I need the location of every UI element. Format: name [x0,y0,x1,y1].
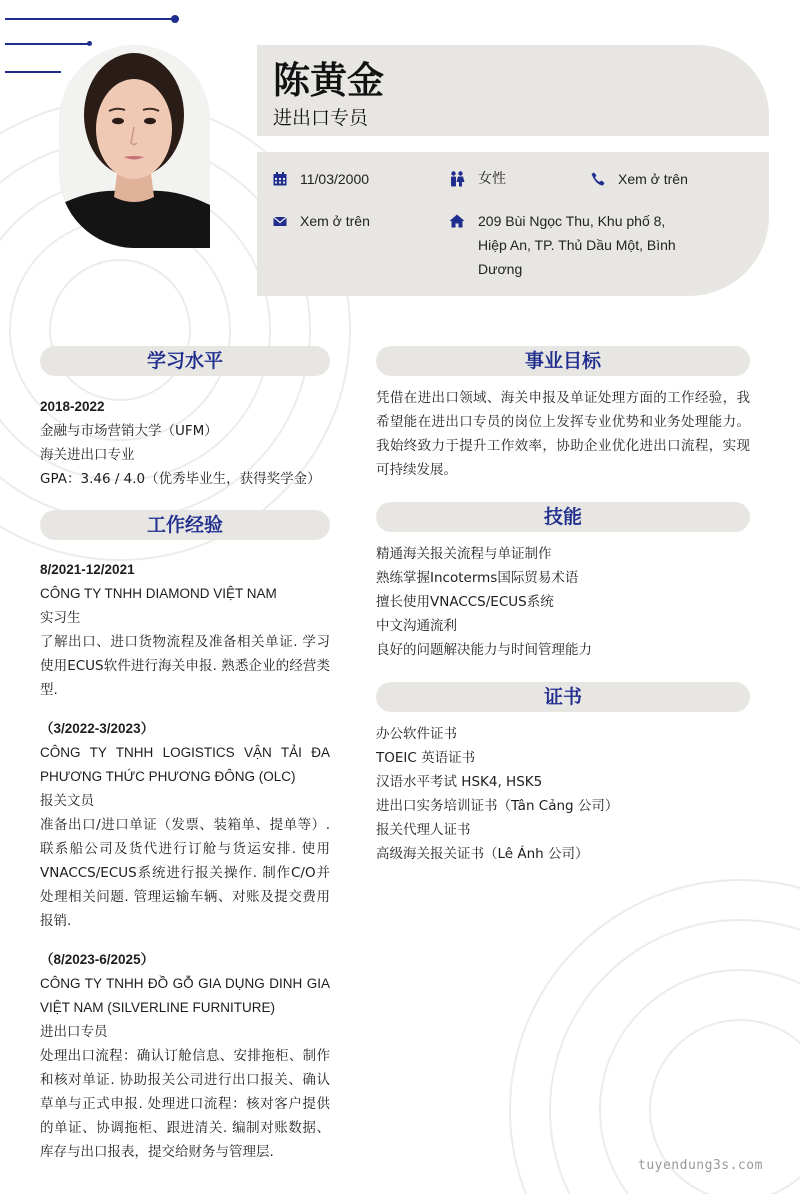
email-value: Xem ở trên [300,213,370,229]
job-description: 了解出口、进口货物流程及准备相关单证. 学习使用ECUS软件进行海关申报. 熟悉企业的经营类型. [40,634,330,698]
job-company: CÔNG TY TNHH LOGISTICS VẬN TẢI ĐA PHƯƠNG THỨC PHƯƠNG ĐÔNG (OLC) [40,745,330,784]
job-3 [40,948,330,1164]
skills-heading: 技能 [376,502,750,532]
job-role: 实习生 [40,610,81,626]
certificate-item: TOEIC 英语证书 [376,750,476,766]
job-1 [40,558,330,702]
education-major: 海关进出口专业 [40,447,135,463]
job-2 [40,717,330,933]
watermark: tuyendung3s.com [638,1158,763,1173]
birthday-value: 11/03/2000 [300,171,370,187]
skills-section [376,542,750,662]
education-section [40,395,330,491]
calendar-icon [273,172,287,186]
contact-gender [449,167,506,191]
education-school: 金融与市场营销大学（UFM） [40,423,218,439]
job-company: CÔNG TY TNHH ĐỒ GỖ GIA DỤNG DINH GIA VIỆT NAM (SILVERLINE FURNITURE) [40,976,330,1015]
contact-email [273,209,370,233]
phone-value: Xem ở trên [618,171,688,187]
skill-item: 熟练掌握Incoterms国际贸易术语 [376,570,579,586]
address-value: 209 Bùi Ngọc Thu, Khu phố 8, Hiệp An, TP. Thủ Dầu Một, Bình Dương [478,213,676,277]
gender-value: 女性 [478,171,506,187]
contact-birthday [273,167,369,191]
certificates-section [376,722,750,866]
experience-heading: 工作经验 [40,510,330,540]
certificate-item: 汉语水平考试 HSK4, HSK5 [376,774,543,790]
job-title: 进出口专员 [273,107,369,129]
gender-icon [449,171,465,187]
job-period: （3/2022-3/2023） [40,721,155,736]
certificates-heading: 证书 [376,682,750,712]
candidate-name: 陈黄金 [273,59,384,102]
certificate-item: 高级海关报关证书（Lê Ánh 公司） [376,846,589,862]
objective-heading: 事业目标 [376,346,750,376]
certificate-item: 报关代理人证书 [376,822,471,838]
contact-phone [591,167,688,191]
education-gpa: GPA：3.46 / 4.0（优秀毕业生，获得奖学金） [40,471,321,487]
skill-item: 擅长使用VNACCS/ECUS系统 [376,594,554,610]
phone-icon [591,172,605,186]
job-period: 8/2021-12/2021 [40,562,135,577]
skill-item: 中文沟通流利 [376,618,457,634]
certificate-item: 进出口实务培训证书（Tân Cảng 公司） [376,798,619,814]
job-role: 进出口专员 [40,1024,108,1040]
job-company: CÔNG TY TNHH DIAMOND VIỆT NAM [40,586,277,601]
home-icon [449,214,465,228]
skill-item: 良好的问题解决能力与时间管理能力 [376,642,592,658]
objective-text: 凭借在进出口领域、海关申报及单证处理方面的工作经验，我希望能在进出口专员的岗位上发挥专业优势和业务处理能力。我始终致力于提升工作效率，协助企业优化进出口流程，实现可持续发展。 [376,390,750,478]
certificate-item: 办公软件证书 [376,726,457,742]
objective-section [376,386,750,482]
profile-photo [59,45,210,248]
contact-address [449,209,679,281]
job-description: 处理出口流程：确认订舱信息、安排拖柜、制作和核对单证. 协助报关公司进行出口报关、确认草单与正式申报. 处理进口流程：核对客户提供的单证、协调拖柜、跟进清关. 编制对账数据、库存与出口报表，提交给财务与管理层. [40,1048,330,1160]
job-role: 报关文员 [40,793,94,809]
education-heading: 学习水平 [40,346,330,376]
email-icon [273,214,287,228]
education-period: 2018-2022 [40,399,105,414]
job-period: （8/2023-6/2025） [40,952,155,967]
job-description: 准备出口/进口单证（发票、装箱单、提单等）. 联系船公司及货代进行订舱与货运安排. 使用VNACCS/ECUS系统进行报关操作. 制作C/O并处理相关问题. 管理运输车辆、对账及提交费用报销. [40,817,330,929]
skill-item: 精通海关报关流程与单证制作 [376,546,552,562]
